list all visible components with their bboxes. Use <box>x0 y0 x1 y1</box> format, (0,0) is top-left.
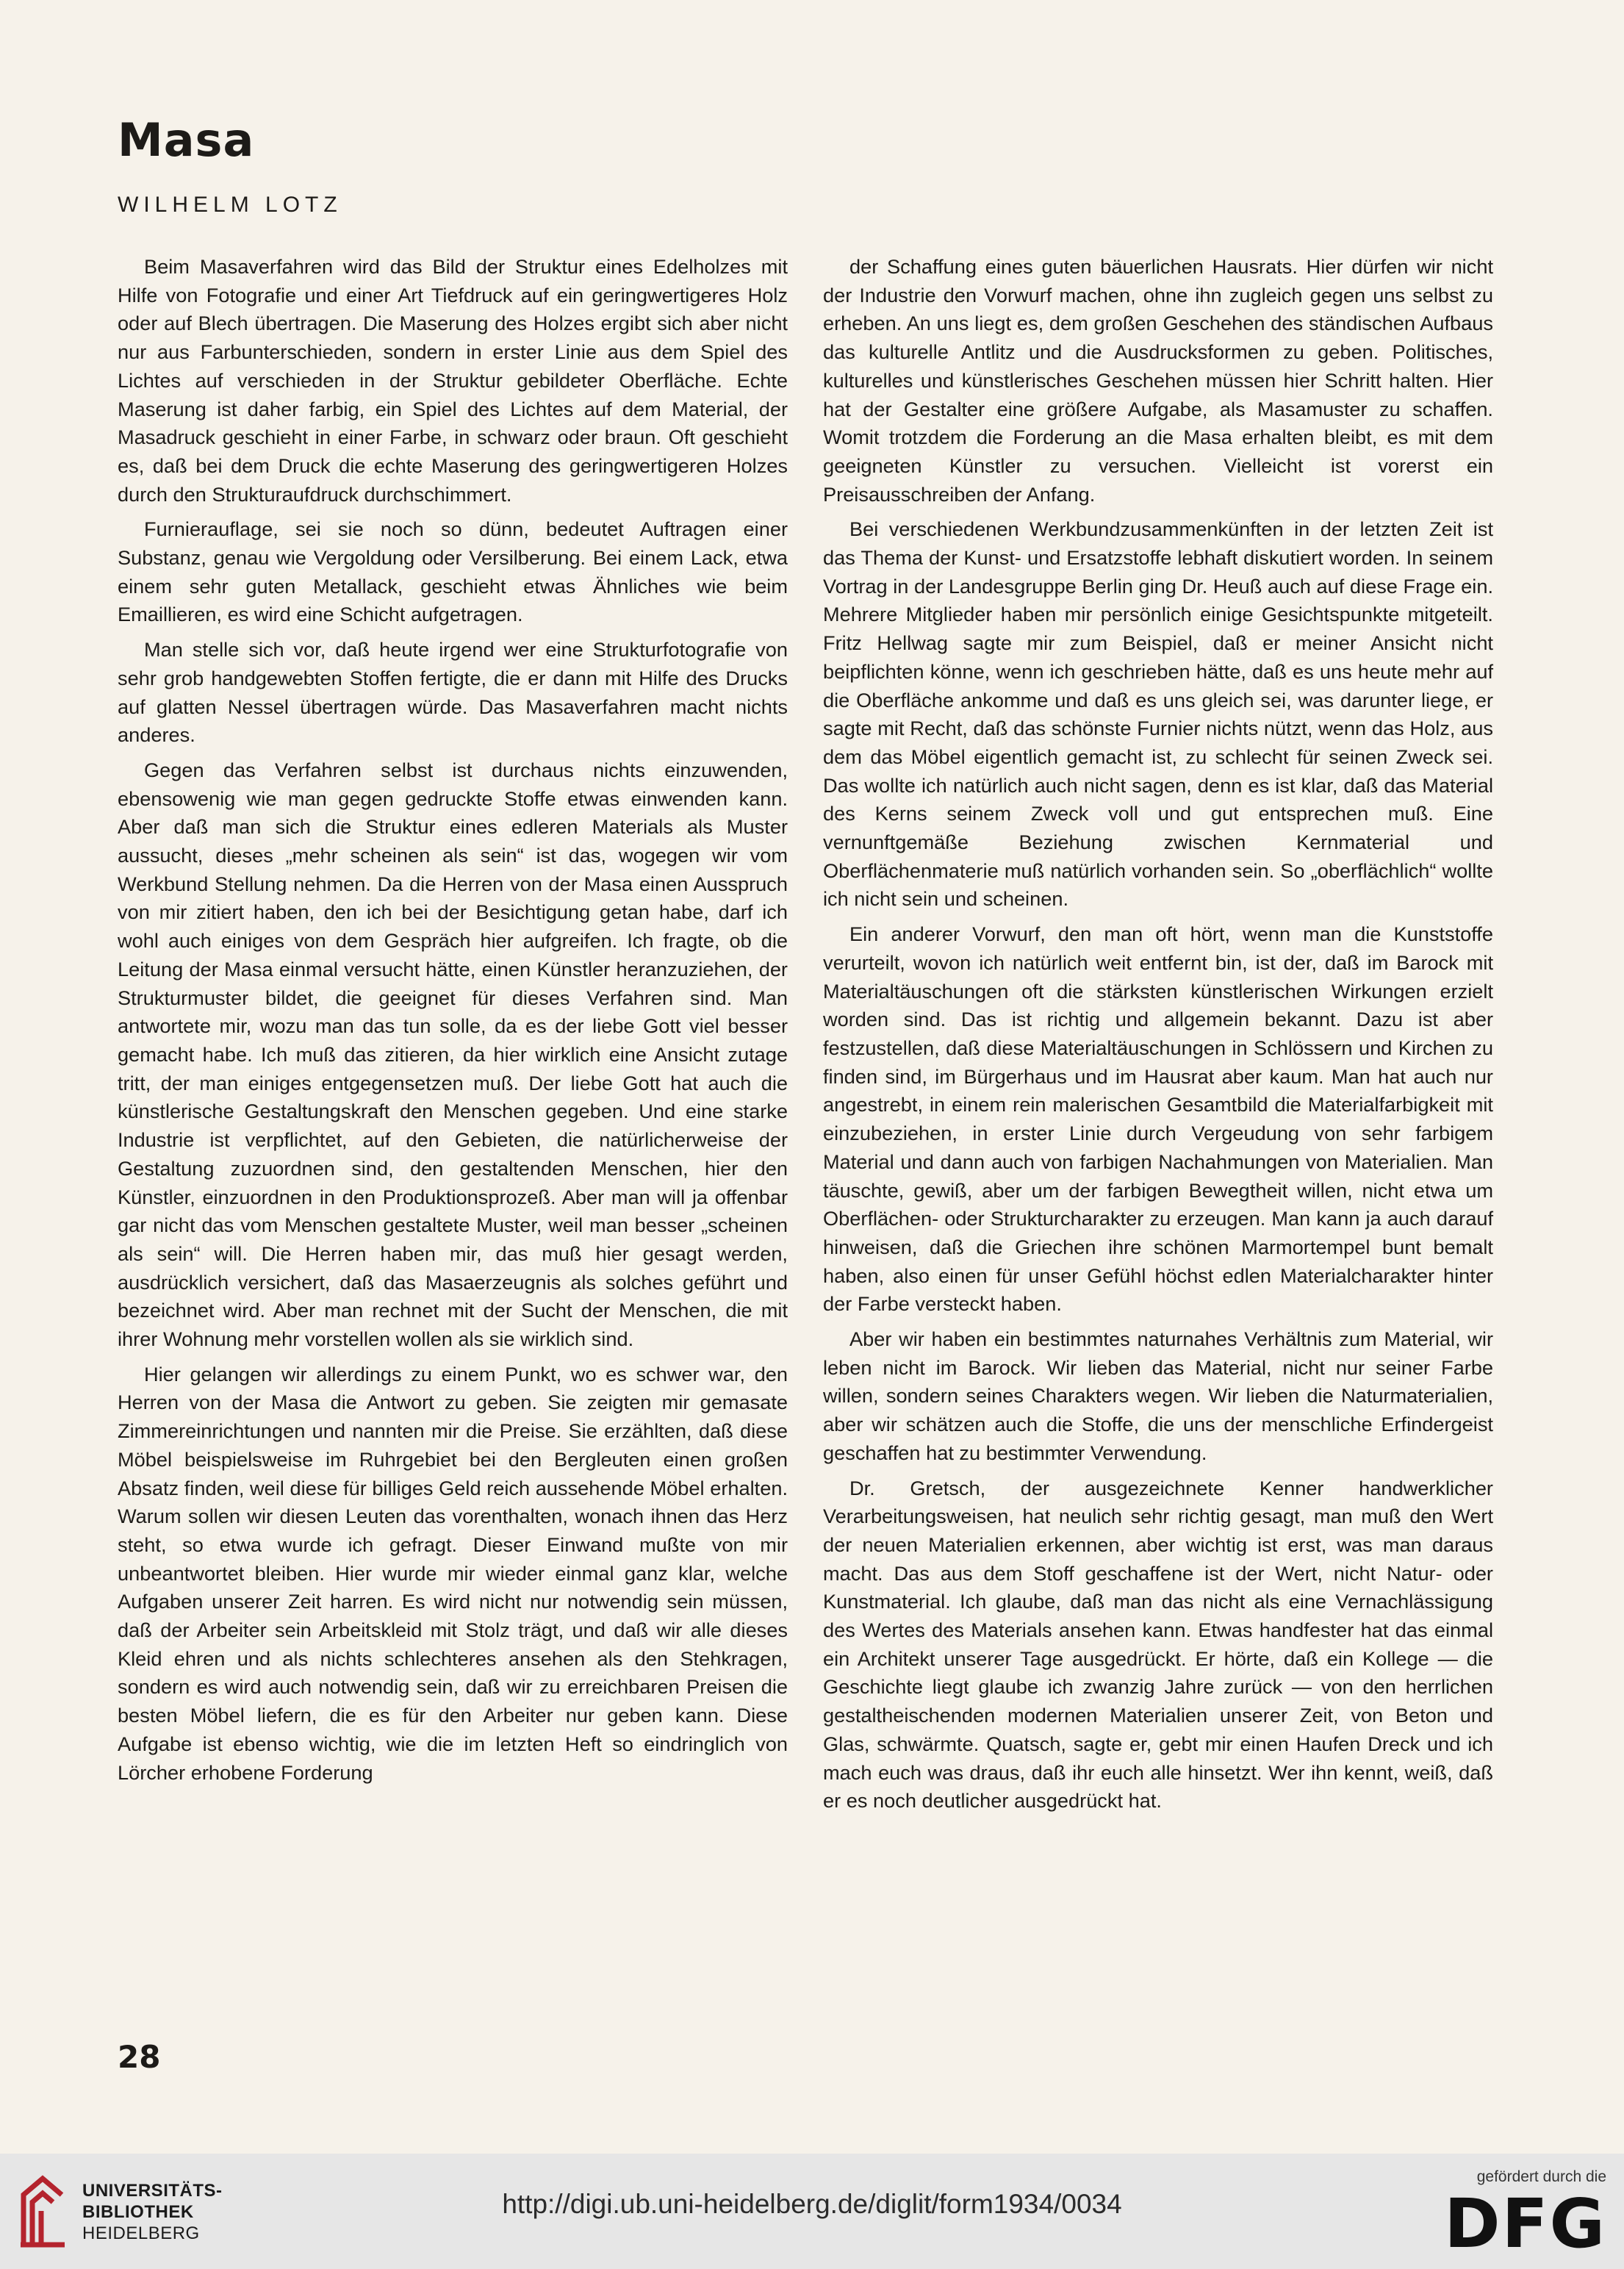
paragraph: Dr. Gretsch, der ausgezeichnete Kenner handwerklicher Verarbeitungsweisen, hat neulich sehr richtig gesagt, man muß den Wert der neuen Materialien erkennen, aber wichtig ist erst, was man daraus macht. Das aus dem Stoff geschaffene ist der Wert, nicht Natur- oder Kunstmaterial. Ich glaube, daß man das nicht als eine Vernachlässigung des Wertes des Materials ansehen kann. Etwas handfester hat das einmal ein Architekt unserer Tage ausgedrückt. Er hörte, daß ein Kollege — die Geschichte liegt glaube ich zwanzig Jahre zurück — von den herrlichen gestaltheischenden modernen Materialien unserer Zeit, von Beton und Glas, schwärmte. Quatsch, sagte er, gebt mir einen Haufen Dreck und ich mach euch was draus, daß ihr euch alle hinsetzt. Wer ihn kennt, weiß, daß er es noch deutlicher ausgedrückt hat. <box>823 1476 1493 1813</box>
paragraph: Ein anderer Vorwurf, den man oft hört, wenn man die Kunststoffe verurteilt, wovon ich natürlich weit entfernt bin, ist der, daß im Barock mit Materialtäuschungen oft die stärksten künstlerischen Wirkungen erzielt worden sind. Das ist richtig und allgemein bekannt. Dazu ist aber festzustellen, daß diese Materialtäuschungen in Schlössern und Kirchen zu finden sind, im Bürgerhaus und im Hausrat aber kaum. Man hat auch nur angestrebt, in einem rein malerischen Gesamtbild die Materialfarbigkeit mit einzubeziehen, in erster Linie durch Vergeudung von sehr farbigem Material und dann auch von farbigen Nachahmungen von Materialien. Man täuschte, gewiß, aber um der farbigen Bewegtheit willen, nicht etwa um Oberflächen- oder Strukturcharakter zu erzeugen. Man kann ja auch darauf hinweisen, daß die Griechen ihre schönen Marmortempel bunt bemalt haben, also einen für unser Gefühl höchst edlen Materialcharakter hinter der Farbe versteckt haben. <box>823 922 1493 1316</box>
library-name-line: UNIVERSITÄTS- <box>82 2181 223 2201</box>
right-column <box>823 253 1493 1822</box>
paragraph: Aber wir haben ein bestimmtes naturnahes Verhältnis zum Material, wir leben nicht im Barock. Wir lieben das Material, nicht nur seiner Farbe willen, sondern seines Charakters wegen. Wir lieben die Naturmaterialien, aber wir schätzen auch die Stoffe, die uns der menschliche Erfindergeist geschaffen hat zu bestimmter Verwendung. <box>823 1327 1493 1464</box>
library-name-line: BIBLIOTHEK <box>82 2202 194 2222</box>
paragraph: Furnierauflage, sei sie noch so dünn, bedeutet Auftragen einer Substanz, genau wie Vergoldung oder Versilberung. Bei einem Lack, etwa einem sehr guten Metallack, geschieht etwas Ähnliches wie beim Emaillieren, es wird eine Schicht aufgetragen. <box>118 517 788 626</box>
dfg-logo: DFG <box>1444 2184 1606 2263</box>
funder-label: gefördert durch die <box>1476 2168 1606 2185</box>
paragraph: Man stelle sich vor, daß heute irgend wer eine Strukturfotografie von sehr grob handgewebten Stoffen fertigte, die er dann mit Hilfe des Drucks auf glatten Nessel übertragen würde. Das Masaverfahren macht nichts anderes. <box>118 638 788 747</box>
paragraph: der Schaffung eines guten bäuerlichen Hausrats. Hier dürfen wir nicht der Industrie den Vorwurf machen, ohne ihn zugleich gegen uns selbst zu erheben. An uns liegt es, dem großen Geschehen des ständischen Aufbaus das kulturelle Antlitz und die Ausdrucksformen zu geben. Politisches, kulturelles und künstlerisches Geschehen müssen hier Schritt halten. Hier hat der Gestalter eine größere Aufgabe, als Masamuster zu schaffen. Womit trotzdem die Forderung an die Masa erhalten bleibt, es mit dem geeigneten Künstler zu versuchen. Vielleicht ist vorerst ein Preisausschreiben der Anfang. <box>823 255 1493 506</box>
left-column <box>118 253 788 1793</box>
paragraph: Bei verschiedenen Werkbundzusammenkünften in der letzten Zeit ist das Thema der Kunst- und Ersatzstoffe lebhaft diskutiert worden. In seinem Vortrag in der Landesgruppe Berlin ging Dr. Heuß auch auf diese Frage ein. Mehrere Mitglieder haben mir persönlich einige Gesichtspunkte mitgeteilt. Fritz Hellwag sagte mir zum Beispiel, daß er meiner Ansicht nicht beipflichten könne, wenn ich geschrieben hätte, daß es uns heute mehr auf die Oberfläche ankomme und daß es uns gleich sei, was darunter liege, er sagte mit Recht, daß das schönste Furnier nichts nützt, wenn das Holz, aus dem das Möbel eigentlich gemacht ist, zu schlecht für seinen Zweck sei. Das wollte ich natürlich auch nicht sagen, denn es ist klar, daß das Material des Kerns seinem Zweck voll und gut entsprechen muß. Eine vernunftgemäße Beziehung zwischen Kernmaterial und Oberflächenmaterie muß natürlich vorhanden sein. So „oberflächlich“ wollte ich nicht sein und scheinen. <box>823 517 1493 911</box>
page-number: 28 <box>118 2039 161 2075</box>
funder-block <box>1430 2168 1606 2263</box>
digitization-footer <box>0 2154 1624 2269</box>
paragraph: Hier gelangen wir allerdings zu einem Punkt, wo es schwer war, den Herren von der Masa die Antwort zu geben. Sie zeigten mir gemasate Zimmereinrichtungen und nannten mir die Preise. Sie erzählten, daß diese Möbel beispielsweise im Ruhrgebiet bei den Bergleuten einen großen Absatz finden, weil diese für billiges Geld reich aussehende Möbel erhalten. Warum sollen wir diesen Leuten das vorenthalten, wonach ihnen das Herz steht, so etwa wurde ich gefragt. Dieser Einwand mußte von mir unbeantwortet bleiben. Hier wurde mir wieder einmal ganz klar, welche Aufgaben unserer Zeit harren. Es wird nicht nur notwendig sein müssen, daß der Arbeiter sein Arbeitskleid mit Stolz trägt, und daß wir alle dieses Kleid ehren und als nichts schlechteres ansehen als den Stehkragen, sondern es wird auch notwendig sein, daß wir zu erreichbaren Preisen die besten Möbel liefern, die es für den Arbeiter nur geben kann. Diese Aufgabe ist ebenso wichtig, wie die im letzten Heft so eindringlich von Lörcher erhobene Forderung <box>118 1362 788 1784</box>
source-url-link[interactable]: http://digi.ub.uni-heidelberg.de/diglit/form1934/0034 <box>502 2189 1122 2219</box>
paragraph: Beim Masaverfahren wird das Bild der Struktur eines Edelholzes mit Hilfe von Fotografie und einer Art Tiefdruck auf ein geringwertigeres Holz oder auf Blech übertragen. Die Maserung des Holzes ergibt sich aber nicht nur aus Farbunterschieden, sondern in erster Linie aus dem Spiel des Lichtes auf verschieden in der Struktur gebildeter Oberfläche. Echte Maserung ist daher farbig, ein Spiel des Lichtes auf dem Material, der Masadruck geschieht in einer Farbe, in schwarz oder braun. Oft geschieht es, daß bei dem Druck die echte Maserung des geringwertigeren Holzes durch den Strukturaufdruck durchschimmert. <box>118 255 788 506</box>
library-name-line: HEIDELBERG <box>82 2223 200 2243</box>
article-author: WILHELM LOTZ <box>118 193 342 217</box>
article-title: Masa <box>118 113 255 167</box>
paragraph: Gegen das Verfahren selbst ist durchaus nichts einzuwenden, ebensowenig wie man gegen gedruckte Stoffe etwas einwenden kann. Aber daß man sich die Struktur eines edleren Materials als Muster aussucht, dieses „mehr scheinen als sein“ ist das, wogegen wir vom Werkbund Stellung nehmen. Da die Herren von der Masa einen Ausspruch von mir zitiert haben, den ich bei der Besichtigung getan habe, darf ich wohl auch einiges von dem Gespräch hier aufgreifen. Ich fragte, ob die Leitung der Masa einmal versucht hätte, einen Künstler heranzuziehen, der Strukturmuster bildet, die geeignet für dieses Verfahren sind. Man antwortete mir, wozu man das tun solle, da es der liebe Gott viel besser gemacht habe. Ich muß das zitieren, da hier wirklich eine Ansicht zutage tritt, der man einiges entgegensetzen muß. Der liebe Gott hat auch die künstlerische Gestaltungskraft den Menschen gegeben. Und eine starke Industrie ist verpflichtet, auf den Gebieten, die natürlicherweise der Gestaltung zuzuordnen sind, den gestaltenden Menschen, hier den Künstler, einzuordnen in den Produktionsprozeß. Aber man will ja offenbar gar nicht das vom Menschen gestaltete Muster, weil man besser „scheinen als sein“ will. Die Herren haben mir, das muß hier gesagt werden, ausdrücklich versichert, daß das Masaerzeugnis als solches geführt und bezeichnet wird. Aber man rechnet mit der Sucht der Menschen, die mit ihrer Wohnung mehr vorstellen wollen als sie wirklich sind. <box>118 758 788 1351</box>
